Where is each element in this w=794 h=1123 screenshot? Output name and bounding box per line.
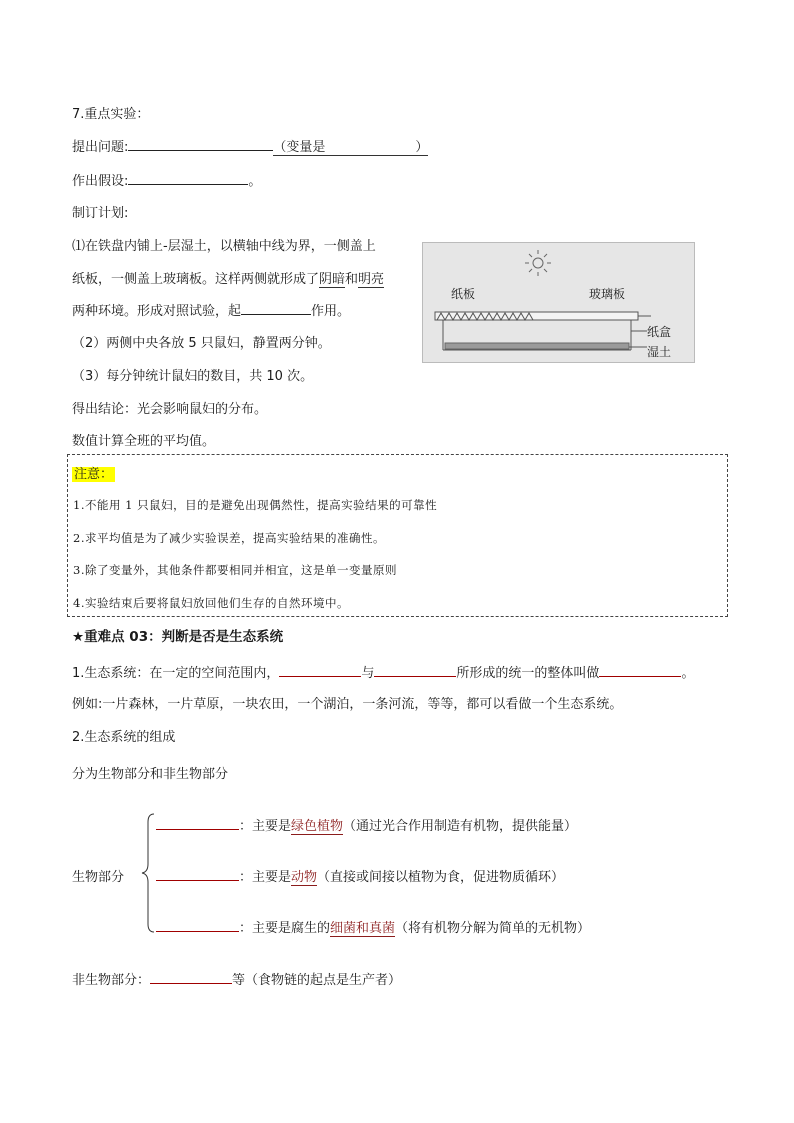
row3-text-b: （将有机物分解为简单的无机物）: [395, 921, 591, 936]
step1-line2-text: 纸板，一侧盖上玻璃板。这样两侧就形成了: [72, 272, 320, 287]
variable-prefix: （变量是: [273, 140, 326, 155]
step3: （3）每分钟统计鼠妇的数目，共 10 次。: [72, 369, 314, 384]
step1-line2: [72, 268, 384, 287]
conclusion: 得出结论：光会影响鼠妇的分布。: [72, 402, 268, 417]
label-glass: 玻璃板: [589, 287, 626, 301]
bio-row-producer: [156, 815, 577, 834]
note-item: 1.不能用 1 只鼠妇，目的是避免出现偶然性，提高实验结果的可靠性: [73, 498, 438, 512]
row2-key: 动物: [291, 870, 318, 885]
step1-and: 和: [345, 272, 359, 287]
question-blank: [128, 138, 273, 151]
abiotic-line: [72, 969, 401, 988]
step1-dark: 阴暗: [319, 272, 346, 287]
step1-line3-text: 两种环境。形成对照试验，起: [72, 304, 242, 319]
note-title: 注意：: [74, 467, 114, 482]
label-soil: 湿土: [647, 345, 672, 359]
note-box: [67, 454, 728, 617]
step1-bright: 明亮: [358, 272, 385, 287]
bio-label: 生物部分: [72, 870, 125, 885]
step1-line3: [72, 300, 350, 319]
note-item: 4.实验结束后要将鼠妇放回他们生存的自然环境中。: [73, 596, 349, 610]
def-blank-2: [374, 664, 456, 677]
abio-text: 等（食物链的起点是生产者）: [232, 973, 402, 988]
note-item: 2.求平均值是为了减少实验误差，提高实验结果的准确性。: [73, 531, 385, 545]
note-title-wrap: [72, 463, 115, 482]
row3-key: 细菌和真菌: [330, 921, 396, 936]
abiotic-blank: [150, 971, 232, 984]
def-text-c: 所形成的统一的整体叫做: [456, 666, 600, 681]
exp-heading: 7.重点实验：: [72, 107, 150, 122]
label-cardboard: 纸板: [451, 287, 476, 301]
question-line: [72, 136, 428, 155]
row1-text-b: （通过光合作用制造有机物，提供能量）: [343, 819, 578, 834]
control-blank: [241, 302, 311, 315]
composition-heading: 2.生态系统的组成: [72, 730, 176, 745]
row1-key: 绿色植物: [291, 819, 344, 834]
definition-line: [72, 662, 694, 681]
def-blank-3: [599, 664, 681, 677]
def-text-a: 1.生态系统：在一定的空间范围内，: [72, 666, 280, 681]
hypothesis-end: 。: [248, 174, 262, 189]
row2-text-b: （直接或间接以植物为食，促进物质循环）: [317, 870, 565, 885]
def-blank-1: [279, 664, 361, 677]
note-item: 3.除了变量外，其他条件都要相同并相宜，这是单一变量原则: [73, 563, 397, 577]
bio-row-decomposer: [156, 917, 590, 936]
def-text-b: 与: [361, 666, 375, 681]
question-label: 提出问题:: [72, 140, 129, 155]
decomposer-blank: [156, 919, 239, 932]
eco-heading: ★重难点 03：判断是否是生态系统: [72, 629, 284, 645]
bio-row-consumer: [156, 866, 564, 885]
def-text-d: 。: [681, 666, 695, 681]
producer-blank: [156, 817, 239, 830]
row1-text-a: ：主要是: [239, 819, 292, 834]
variable-group: [273, 140, 428, 156]
hypothesis-blank: [128, 172, 248, 185]
average: 数值计算全班的平均值。: [72, 434, 216, 449]
variable-suffix: ）: [415, 140, 429, 155]
step2: （2）两侧中央各放 5 只鼠妇，静置两分钟。: [72, 336, 331, 351]
plan-label: 制订计划:: [72, 206, 129, 221]
abio-label: 非生物部分：: [72, 973, 151, 988]
divided-line: 分为生物部分和非生物部分: [72, 767, 229, 782]
consumer-blank: [156, 868, 239, 881]
hypothesis-line: [72, 170, 261, 189]
step1-line1: ⑴在铁盘内铺上-层湿土，以横轴中线为界，一侧盖上: [72, 239, 376, 254]
label-box: 纸盒: [647, 325, 672, 339]
row2-text-a: ：主要是: [239, 870, 292, 885]
step1-line3-end: 作用。: [311, 304, 351, 319]
experiment-figure: [422, 242, 695, 363]
hypothesis-label: 作出假设:: [72, 174, 129, 189]
row3-text-a: ：主要是腐生的: [239, 921, 331, 936]
example-line: 例如:一片森林，一片草原，一块农田，一个湖泊，一条河流，等等，都可以看做一个生态系统。: [72, 697, 623, 712]
sun-icon: [525, 250, 551, 276]
